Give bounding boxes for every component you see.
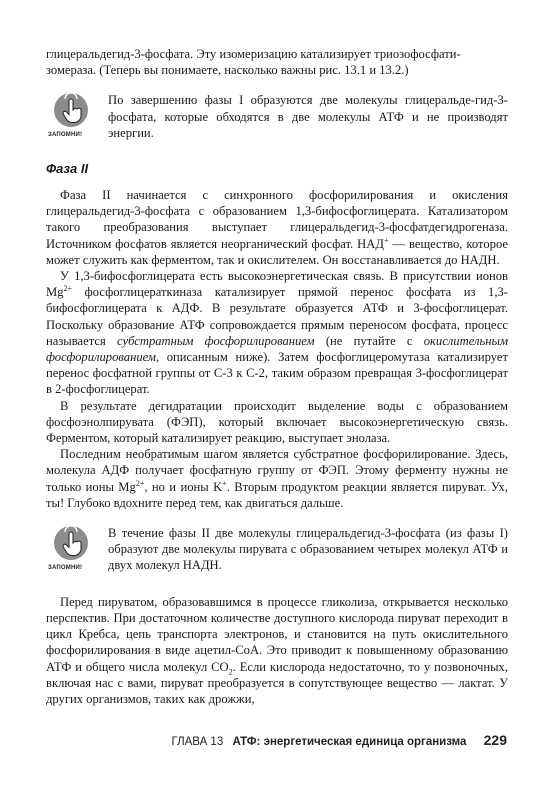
paragraph-final-step [46,446,508,511]
p2-b: фосфоглицераткиназа катализирует прямой перенос фосфата из 1,3-бифосфоглицерата к АДФ. В результате образуется АТФ и 3-фосфоглицерат. Поскольку образование АТФ сопровождается прямым переносом фосфата, процесс называется [46,285,508,348]
remember-note-1 [46,92,508,141]
page-footer [0,732,507,748]
page-body [46,46,508,707]
remember-text-2: В течение фазы II две молекулы глицеральдегид-3-фосфата (из фазы I) образуют две молекулы пирувата с образованием четырех молекул АТФ и двух молекул НАДН. [108,526,508,573]
remember-text-1: По завершению фазы I образуются две молекулы глицеральде-гид-3-фосфата, которые обходятся в две молекулы АТФ и не производят энергии. [108,93,508,140]
p1-text: Фаза II начинается с синхронного фосфорилирования и окисления глицеральдегид-3-фосфата с образованием 1,3-бифосфоглицерата. Катализатором такого преобразования выступает глицеральдегид-3-фосфатдегидрогеназа. Источником фосфатов является неорганический фосфат. НАД [46,188,508,251]
p1-sup: + [383,235,389,245]
paragraph-pyruvate-fate [46,594,508,707]
paragraph-dehydration: В результате дегидратации происходит выделение воды с образованием фосфоэнолпирувата (ФЭП), который включает высокоэнергетическую связь. Ферментом, который катализирует реакцию, выступает энолаза. [46,398,508,446]
tap-finger-icon [53,92,89,128]
page-number: 229 [483,732,507,748]
p4-a: Последним необратимым шагом является субстратное фосфорилирование. Здесь, молекула АДФ получает фосфатную группу от ФЭП. Этому ферменту нужны не только ионы Mg [46,447,508,494]
remember-note-2 [46,525,508,574]
p4-c: . Вторым продуктом реакции является пируват. Ух, ты! Глубоко вдохните перед тем, как двигаться дальше. [46,479,508,510]
paragraph-bpg [46,268,508,398]
intro-line-2: зомераза. (Теперь вы понимаете, насколько важны рис. 13.1 и 13.2.) [46,63,409,78]
intro-paragraph [46,46,508,78]
p2-em1: субстратным фосфорилированием [117,333,315,348]
remember-label: ЗАПОМНИ! [48,565,83,572]
p4-sup-1: 2+ [135,478,145,488]
p4-b: , но и ионы K [144,479,223,494]
p5-b: . Если кислорода недостаточно, то у позвоночных, включая нас с вами, пируват преобразуется в сопутствующее вещество — лактат. У других организмов, таких как дрожжи, [46,659,509,706]
footer-title: АТФ: энергетическая единица организма [232,736,467,748]
p2-d: , описанным ниже). Затем фосфоглицеромутаза катализирует перенос фосфатной группы от C-3 к C-2, таким образом превращая 3-фосфоглицерат в 2-фосфоглицерат. [46,350,508,397]
footer-chapter: ГЛАВА 13 [171,736,224,748]
p2-sup: 2+ [63,284,73,294]
p5-a: Перед пируватом, образовавшимся в процессе гликолиза, открывается несколько перспектив. При достаточном количестве доступного кислорода пируват переходит в цикл Кребса, цепь транспорта электронов, и становится на путь окислительного фосфорилирования в виде ацетил-CoA. Это приводит к повышенному образованию АТФ и общего числа молекул CO [46,594,508,674]
p2-c: (не путайте с [314,333,424,348]
remember-label: ЗАПОМНИ! [48,132,83,139]
p5-sub: 2 [228,667,233,677]
intro-line-1: глицеральдегид-3-фосфата. Эту изомеризацию катализирует триозофосфати- [46,47,461,61]
p2-a: У 1,3-бифосфоглицерата есть высокоэнергетическая связь. В присутствии ионов Mg [46,269,508,300]
p4-sup-2: + [222,478,227,488]
remember-badge [46,525,108,571]
section-heading: Фаза II [46,161,89,177]
tap-finger-icon [53,525,89,561]
paragraph-phase2-start [46,187,508,268]
remember-badge [46,92,108,138]
p1-end: — вещество, которое может служить как ферментом, так и окислителем. Он восстанавливается до НАДН. [46,236,509,267]
p2-em2: окислительным фосфорилированием [46,333,509,365]
